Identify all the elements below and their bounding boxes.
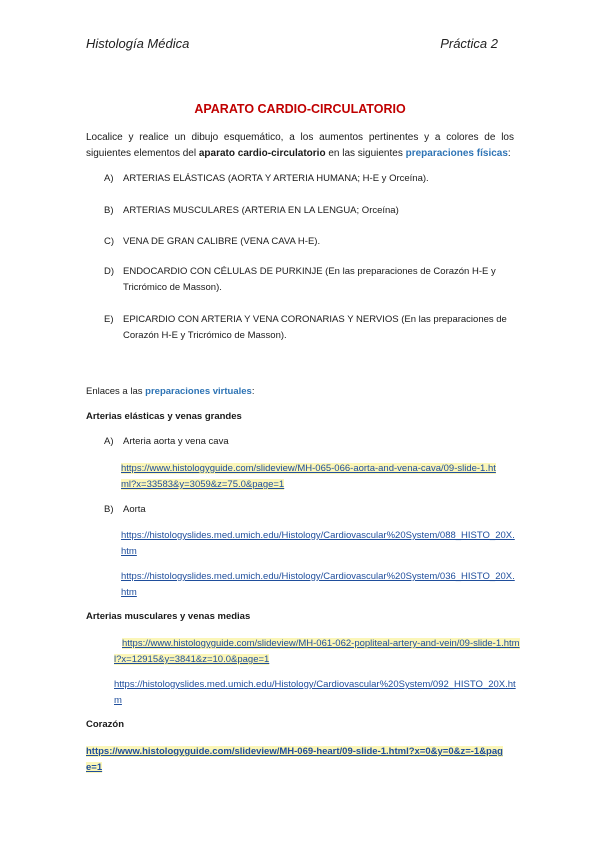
list-item-c xyxy=(104,234,514,250)
intro-physical-link-text: preparaciones físicas xyxy=(405,148,508,159)
link-text[interactable]: https://www.histologyguide.com/slideview/MH-069-heart/09-slide-1.html?x=0&y=0&z=-1&page=1 xyxy=(86,746,503,773)
list-letter: D) xyxy=(104,266,115,277)
link-popliteal[interactable] xyxy=(114,636,520,668)
link-cardio-092[interactable]: https://histologyslides.med.umich.edu/Histology/Cardiovascular%20System/092_HISTO_20X.htm xyxy=(114,679,516,706)
section-heading-elasticas: Arterias elásticas y venas grandes xyxy=(86,411,242,422)
list-item-e xyxy=(104,312,514,344)
link-heart[interactable] xyxy=(86,744,506,776)
link-aorta-036[interactable]: https://histologyslides.med.umich.edu/Histology/Cardiovascular%20System/036_HISTO_20X.htm xyxy=(121,571,515,598)
link-text[interactable]: https://www.histologyguide.com/slideview/MH-061-062-popliteal-artery-and-vein/09-slide-1.html?x=12915&y=3841&z=10.0&page=1 xyxy=(114,638,520,665)
list-item-a xyxy=(104,171,514,187)
list-text: VENA DE GRAN CALIBRE (VENA CAVA H-E). xyxy=(123,236,321,247)
sub-text: Arteria aorta y vena cava xyxy=(123,436,229,447)
sub-text: Aorta xyxy=(123,504,146,515)
link-aorta-vena-cava[interactable] xyxy=(121,461,501,493)
list-letter: C) xyxy=(104,236,115,247)
intro-end: : xyxy=(507,148,511,159)
header-course: Histología Médica xyxy=(86,36,190,51)
list-item-b xyxy=(104,203,514,219)
intro-text-2: en las siguientes xyxy=(325,148,406,159)
enlaces-blue: preparaciones virtuales xyxy=(145,386,252,397)
list-text: ENDOCARDIO CON CÉLULAS DE PURKINJE (En las preparaciones de Corazón H-E y Tricrómico de Masson). xyxy=(123,266,496,293)
page-title: APARATO CARDIO-CIRCULATORIO xyxy=(194,102,406,116)
intro-paragraph xyxy=(86,130,514,162)
sub-letter: A) xyxy=(104,436,114,447)
list-letter: E) xyxy=(104,314,114,325)
list-letter: A) xyxy=(104,173,114,184)
link-aorta-088[interactable]: https://histologyslides.med.umich.edu/Histology/Cardiovascular%20System/088_HISTO_20X.htm xyxy=(121,530,515,557)
list-text: EPICARDIO CON ARTERIA Y VENA CORONARIAS Y NERVIOS (En las preparaciones de Corazón H-E y Tricrómico de Masson). xyxy=(123,314,507,341)
intro-text-1: Localice y realice un dibujo esquemático, a los aumentos pertinentes y a colores de los siguientes elementos del xyxy=(86,132,514,159)
sub-item-a xyxy=(104,434,514,450)
section-heading-musculares: Arterias musculares y venas medias xyxy=(86,611,251,622)
list-item-d xyxy=(104,264,514,296)
intro-bold: aparato cardio-circulatorio xyxy=(198,148,326,159)
link-text[interactable]: https://www.histologyguide.com/slideview/MH-065-066-aorta-and-vena-cava/09-slide-1.html?x=33583&y=3059&z=75.0&page=1 xyxy=(121,463,496,490)
list-text: ARTERIAS ELÁSTICAS (AORTA Y ARTERIA HUMANA; H-E y Orceína). xyxy=(123,173,429,184)
enlaces-end: : xyxy=(251,386,255,397)
section-heading-corazon: Corazón xyxy=(86,719,124,730)
sub-item-b xyxy=(104,502,514,518)
virtual-links-intro xyxy=(86,384,254,400)
header-practice: Práctica 2 xyxy=(440,36,498,51)
enlaces-prefix: Enlaces a las xyxy=(86,386,146,397)
sub-letter: B) xyxy=(104,504,114,515)
list-text: ARTERIAS MUSCULARES (ARTERIA EN LA LENGUA; Orceína) xyxy=(123,205,399,216)
list-letter: B) xyxy=(104,205,114,216)
